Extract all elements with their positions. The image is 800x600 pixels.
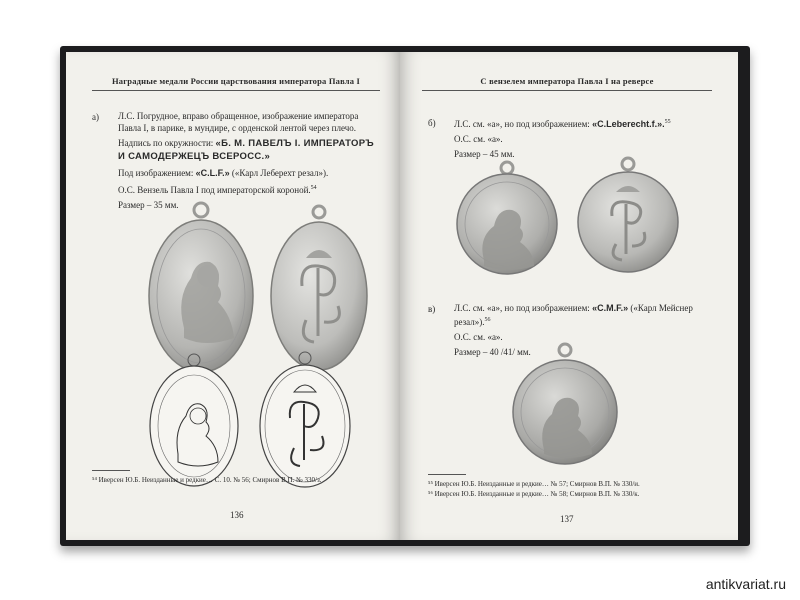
left-page-number: 136 [230, 510, 244, 520]
engraver-mark: «C.L.F.» [195, 168, 230, 178]
entry-a-obverse: Л.С. Погрудное, вправо обращенное, изображение императора Павла I, в парике, в мундире, с орденской лентой через плечо. [118, 111, 359, 133]
footnote-56: ⁵⁶ Иверсен Ю.Б. Неизданные и редкие… № 58; Смирнов В.П. № 330/к. [428, 490, 640, 498]
footnote-54: ⁵⁴ Иверсен Ю.Б. Неизданные и редкие… С. 10. № 56; Смирнов В.П. № 330/з. [92, 476, 322, 484]
medal-v-obverse-image [510, 342, 620, 468]
medal-b-reverse-image [576, 156, 680, 278]
footnote-55: ⁵⁵ Иверсен Ю.Б. Неизданные и редкие… № 57; Смирнов В.П. № 330/и. [428, 480, 640, 488]
left-page [66, 52, 400, 540]
entry-a-inscription-line [118, 137, 380, 163]
reverse-text: О.С. Вензель Павла I под императорской короной. [118, 185, 311, 195]
entry-a-size: Размер – 35 мм. [118, 200, 179, 210]
entry-v-reverse: О.С. см. «а». [454, 332, 503, 342]
under-image-suffix: («Карл Леберехт резал»). [231, 168, 329, 178]
right-page-number: 137 [560, 514, 574, 524]
right-running-head: С вензелем императора Павла I на реверсе [422, 76, 712, 91]
inscription-text: «Б. М. ПАВЕЛЪ I. ИМПЕРАТОРЪ И САМОДЕРЖЕЦЪ ВСЕРОСС.» [118, 138, 374, 162]
entry-v-suffix: («Карл Мейснер резал»). [454, 303, 693, 327]
entry-v-size: Размер – 40 /41/ мм. [454, 347, 531, 357]
entry-v-engraver-mark: «C.M.F.» [592, 303, 629, 313]
footnote-ref-55: 55 [664, 119, 671, 125]
right-footnote-rule [428, 474, 466, 475]
entry-b-letter: б) [428, 118, 436, 128]
entry-b-engraver-mark: «C.Leberecht.f.». [592, 119, 665, 129]
entry-b-reverse: О.С. см. «а». [454, 134, 503, 144]
entry-v-letter: в) [428, 304, 436, 314]
entry-v-obverse [454, 302, 716, 328]
entry-v-obverse-prefix: Л.С. см. «а», но под изображением: [454, 303, 590, 313]
right-page [400, 52, 738, 540]
left-footnote-rule [92, 470, 130, 471]
footnote-ref-56: 56 [484, 317, 491, 323]
inscription-prefix: Надпись по окружности: [118, 138, 214, 148]
watermark: antikvariat.ru [705, 576, 786, 592]
medal-b-obverse-image [454, 160, 560, 278]
entry-a-letter: а) [92, 112, 99, 122]
left-running-head: Наградные медали России царствования императора Павла I [92, 76, 380, 91]
entry-a-under-image [118, 167, 380, 179]
under-image-prefix: Под изображением: [118, 168, 194, 178]
footnote-ref-54: 54 [310, 185, 317, 191]
medal-a-obverse-drawing [148, 350, 240, 490]
entry-b-obverse [454, 116, 716, 130]
medal-a-reverse-drawing [258, 348, 352, 490]
entry-b-obverse-prefix: Л.С. см. «а», но под изображением: [454, 119, 590, 129]
entry-b-size: Размер – 45 мм. [454, 149, 515, 159]
entry-a-reverse [118, 182, 380, 196]
